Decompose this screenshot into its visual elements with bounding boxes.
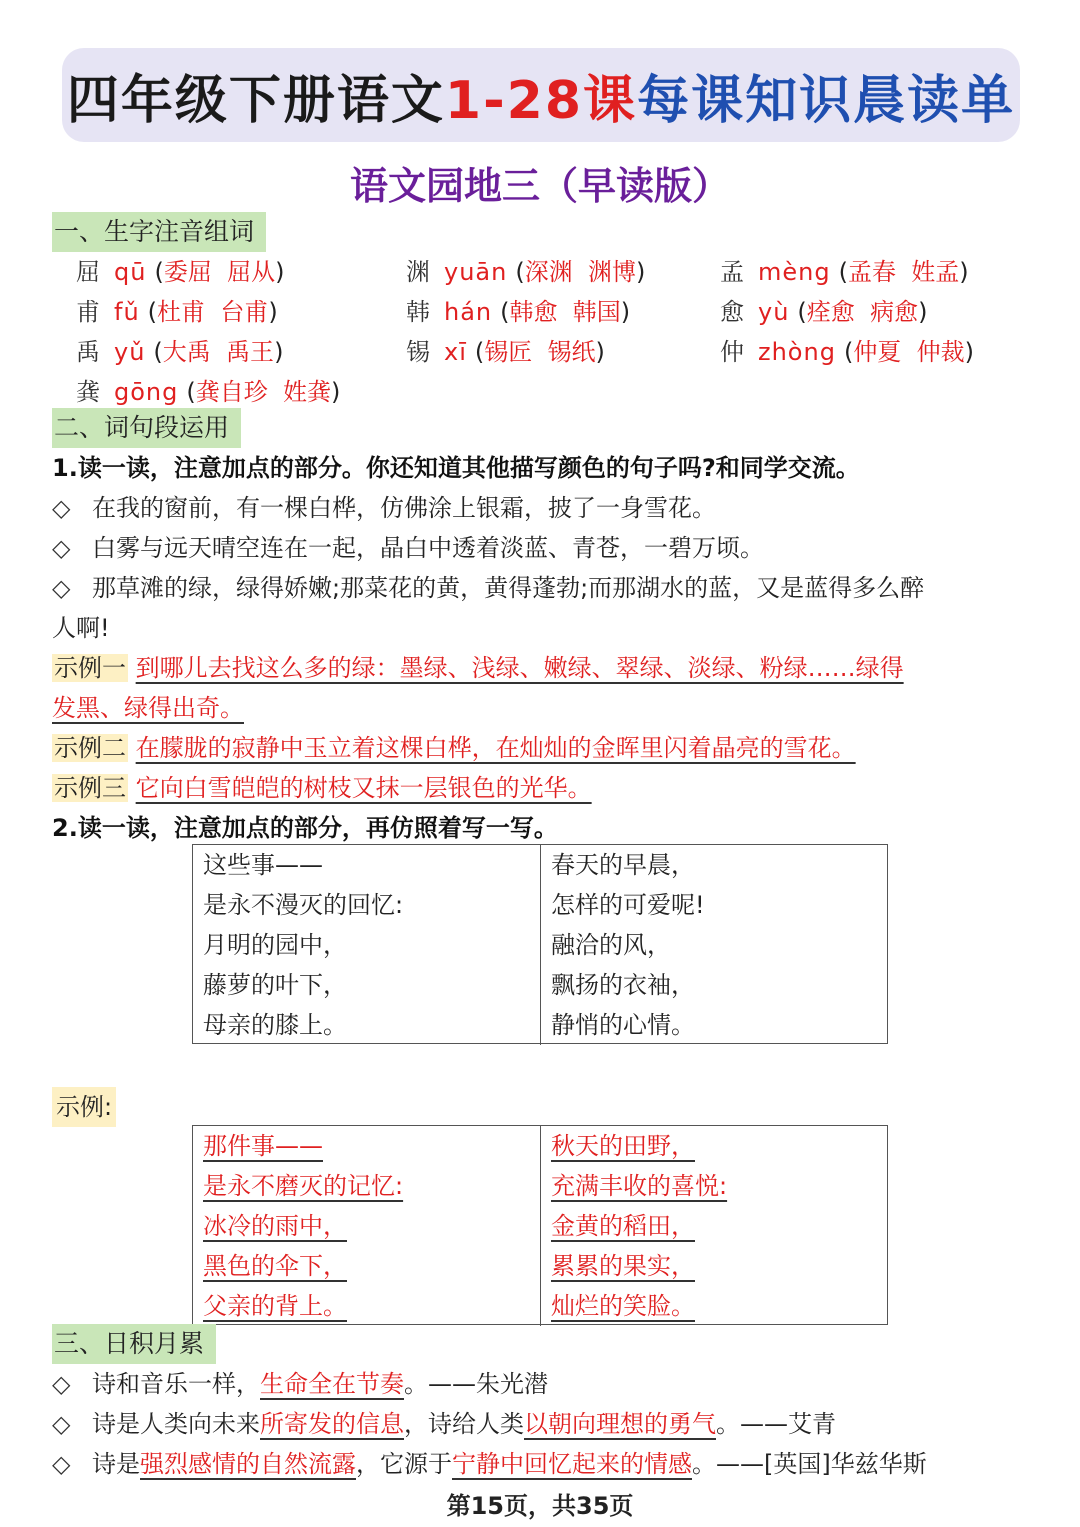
vocab-pinyin: hán xyxy=(444,298,493,326)
vocab-words: (杜甫 台甫) xyxy=(147,298,278,326)
example-left: 那件事—— 是永不磨灭的记忆: 冰冷的雨中， 黑色的伞下， 父亲的背上。 xyxy=(203,1132,404,1320)
question-1: 1.读一读，注意加点的部分。你还知道其他描写颜色的句子吗?和同学交流。 xyxy=(52,454,860,482)
vocab-item xyxy=(406,252,645,292)
vocab-char: 龚 xyxy=(76,378,100,406)
diamond-bullet-icon: ◇ xyxy=(52,574,71,602)
diamond-bullet-icon: ◇ xyxy=(52,1370,71,1398)
title-part1: 四年级下册语文 xyxy=(66,70,445,131)
vocab-char: 愈 xyxy=(720,298,744,326)
title-part3: 每课知识晨读单 xyxy=(637,70,1016,131)
page-footer: 第15页，共35页 xyxy=(446,1492,634,1520)
quote-3: ◇ 诗是强烈感情的自然流露，它源于宁静中回忆起来的情感。——[英国]华兹华斯 xyxy=(52,1444,927,1484)
diamond-bullet-icon: ◇ xyxy=(52,1410,71,1438)
poem-left: 这些事—— 是永不漫灭的回忆: 月明的园中， 藤萝的叶下， 母亲的膝上。 xyxy=(203,851,404,1039)
vocab-item xyxy=(76,332,283,372)
vocab-words: (痊愈 病愈) xyxy=(797,298,928,326)
diamond-bullet-icon: ◇ xyxy=(52,534,71,562)
vocab-words: (深渊 渊博) xyxy=(515,258,646,286)
vocab-char: 仲 xyxy=(720,338,744,366)
example-right: 秋天的田野， 充满丰收的喜悦: 金黄的稻田， 累累的果实， 灿烂的笑脸。 xyxy=(540,1126,887,1326)
vocab-item xyxy=(76,252,284,292)
quote-1: ◇ 诗和音乐一样，生命全在节奏。——朱光潜 xyxy=(52,1364,548,1404)
vocab-pinyin: qū xyxy=(114,258,147,286)
vocab-item xyxy=(406,292,630,332)
vocab-pinyin: xī xyxy=(444,338,467,366)
vocab-char: 韩 xyxy=(406,298,430,326)
vocab-char: 甫 xyxy=(76,298,100,326)
vocab-words: (孟春 姓孟) xyxy=(838,258,969,286)
vocab-item xyxy=(720,332,974,372)
quote-2: ◇ 诗是人类向未来所寄发的信息，诗给人类以朝向理想的勇气。——艾青 xyxy=(52,1404,836,1444)
sentence-2: ◇ 白雾与远天晴空连在一起，晶白中透着淡蓝、青苍，一碧万顷。 xyxy=(52,528,764,568)
poem-right: 春天的早晨， 怎样的可爱呢! 融洽的风， 飘扬的衣袖， 静悄的心情。 xyxy=(540,845,887,1045)
vocab-pinyin: mèng xyxy=(758,258,831,286)
page-subtitle: 语文园地三（早读版） xyxy=(349,164,730,208)
vocab-pinyin: gōng xyxy=(114,378,179,406)
example-3: 示例三 它向白雪皑皑的树枝又抹一层银色的光华。 xyxy=(54,774,592,802)
vocab-item xyxy=(720,292,927,332)
vocab-char: 屈 xyxy=(76,258,100,286)
sentence-1: ◇ 在我的窗前，有一棵白桦，仿佛涂上银霜，披了一身雪花。 xyxy=(52,488,716,528)
section1-heading: 一、生字注音组词 xyxy=(52,212,266,252)
sentence-3: ◇ 那草滩的绿，绿得娇嫩;那菜花的黄，黄得蓬勃;而那湖水的蓝，又是蓝得多么醉 xyxy=(52,568,924,608)
example-1: 示例一 到哪儿去找这么多的绿：墨绿、浅绿、嫩绿、翠绿、淡绿、粉绿……绿得 xyxy=(54,654,904,682)
vocab-words: (韩愈 韩国) xyxy=(500,298,631,326)
vocab-pinyin: yù xyxy=(758,298,790,326)
vocab-item xyxy=(406,332,605,372)
section3-heading: 三、日积月累 xyxy=(52,1324,216,1364)
vocab-words: (锡匠 锡纸) xyxy=(474,338,605,366)
vocab-words: (大禹 禹王) xyxy=(153,338,284,366)
example-tag: 示例三 xyxy=(54,774,126,802)
example-label: 示例: xyxy=(52,1084,116,1130)
vocab-pinyin: fǔ xyxy=(114,298,140,326)
title-part2: 1-28课 xyxy=(444,70,638,131)
vocab-pinyin: yuān xyxy=(444,258,508,286)
vocab-words: (仲夏 仲裁) xyxy=(843,338,974,366)
diamond-bullet-icon: ◇ xyxy=(52,494,71,522)
example-1-cont: 发黑、绿得出奇。 xyxy=(52,694,244,722)
diamond-bullet-icon: ◇ xyxy=(52,1450,71,1478)
example-tag: 示例一 xyxy=(54,654,126,682)
vocab-char: 孟 xyxy=(720,258,744,286)
vocab-item xyxy=(76,372,340,412)
section2-heading: 二、词句段运用 xyxy=(52,408,241,448)
vocab-words: (委屈 屈从) xyxy=(154,258,285,286)
vocab-pinyin: yǔ xyxy=(114,338,146,366)
sentence-3-cont: 人啊! xyxy=(52,614,110,642)
example-tag: 示例二 xyxy=(54,734,126,762)
title-banner xyxy=(62,48,1020,142)
vocab-char: 锡 xyxy=(406,338,430,366)
poem-table xyxy=(192,844,888,1044)
vocab-words: (龚自珍 姓龚) xyxy=(186,378,341,406)
vocab-item xyxy=(76,292,278,332)
example-2: 示例二 在朦胧的寂静中玉立着这棵白桦，在灿灿的金晖里闪着晶亮的雪花。 xyxy=(54,734,856,762)
vocab-char: 禹 xyxy=(76,338,100,366)
vocab-item xyxy=(720,252,969,292)
question-2: 2.读一读，注意加点的部分，再仿照着写一写。 xyxy=(52,814,558,842)
example-table xyxy=(192,1125,888,1325)
vocab-pinyin: zhòng xyxy=(758,338,836,366)
vocab-char: 渊 xyxy=(406,258,430,286)
